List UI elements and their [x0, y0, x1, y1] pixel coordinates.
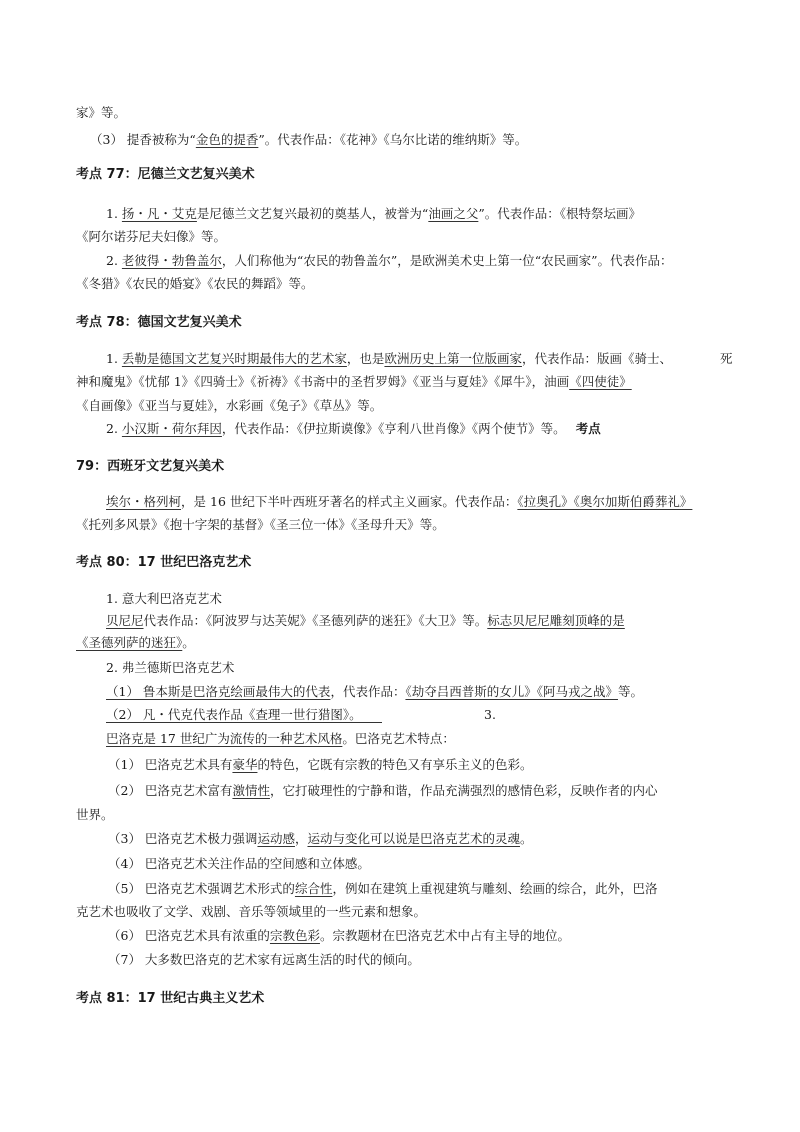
text-line: 世界。 — [76, 807, 114, 822]
text-line: 家》等。 — [76, 105, 127, 120]
text-line: 3. — [484, 707, 496, 722]
text-line: （3） 巴洛克艺术极力强调运动感，运动与变化可以说是巴洛克艺术的灵魂。 — [108, 831, 533, 846]
section-heading-79: 79：西班牙文艺复兴美术 — [76, 459, 225, 474]
text-line: 神和魔鬼》《忧郁 1》《四骑士》《祈祷》《书斋中的圣哲罗姆》《亚当与夏娃》《犀牛》，油画《四使徒》 — [76, 374, 632, 389]
text-line: （1） 鲁本斯是巴洛克绘画最伟大的代表，代表作品：《劫夺吕西普斯的女儿》《阿马戎之战》等。 — [106, 684, 643, 699]
section-heading-80: 考点 80：17 世纪巴洛克艺术 — [76, 555, 252, 570]
text-line: （3） 提香被称为“金色的提香”。代表作品：《花神》《乌尔比诺的维纳斯》等。 — [90, 132, 528, 147]
text-line: 《自画像》《亚当与夏娃》，水彩画《兔子》《草丛》等。 — [76, 398, 383, 413]
text-line: 埃尔・格列柯，是 16 世纪下半叶西班牙著名的样式主义画家。代表作品：《拉奥孔》《奥尔加斯伯爵葬礼》 — [106, 494, 693, 509]
text-line: （4） 巴洛克艺术关注作品的空间感和立体感。 — [108, 856, 370, 871]
text-line: （2） 巴洛克艺术富有激情性，它打破理性的宁静和谐，作品充满强烈的感情色彩，反映作者的内心 — [108, 783, 658, 798]
text-line: 《阿尔诺芬尼夫妇像》等。 — [76, 229, 227, 244]
underline-rule — [106, 722, 382, 723]
text-line: 死 — [720, 351, 733, 366]
text-line: （7） 大多数巴洛克的艺术家有远离生活的时代的倾向。 — [108, 952, 420, 967]
text-line: （6） 巴洛克艺术具有浓重的宗教色彩。宗教题材在巴洛克艺术中占有主导的地位。 — [108, 928, 570, 943]
text-line: 1. 扬・凡・艾克是尼德兰文艺复兴最初的奠基人，被誉为“油画之父”。代表作品：《根特祭坛画》 — [106, 206, 641, 221]
section-heading-78: 考点 78：德国文艺复兴美术 — [76, 315, 242, 330]
text-line: 1. 丢勒是德国文艺复兴时期最伟大的艺术家，也是欧洲历史上第一位版画家，代表作品：版画《骑士、 — [106, 351, 672, 366]
text-line: 巴洛克是 17 世纪广为流传的一种艺术风格。巴洛克艺术特点： — [106, 731, 455, 746]
text-line: 贝尼尼代表作品：《阿波罗与达芙妮》《圣德列萨的迷狂》《大卫》等。标志贝尼尼雕刻顶峰的是 — [106, 613, 625, 628]
text-line: （2） 凡・代克代表作品《查理一世行猎图》。 — [106, 707, 362, 722]
text-line: 2. 弗兰德斯巴洛克艺术 — [106, 660, 235, 675]
text-line: 克艺术也吸收了文学、戏剧、音乐等领域里的一些元素和想象。 — [76, 904, 427, 919]
text-line: 2. 老彼得・勃鲁盖尔，人们称他为“农民的勃鲁盖尔”，是欧洲美术史上第一位“农民画家”。代表作品： — [106, 253, 673, 268]
text-line: （1） 巴洛克艺术具有豪华的特色，它既有宗教的特色又有享乐主义的色彩。 — [108, 757, 533, 772]
text-line: 《托列多风景》《抱十字架的基督》《圣三位一体》《圣母升天》等。 — [76, 517, 445, 532]
text-line: 1. 意大利巴洛克艺术 — [106, 591, 222, 606]
section-heading-77: 考点 77：尼德兰文艺复兴美术 — [76, 167, 255, 182]
text-line: 《冬猎》《农民的婚宴》《农民的舞蹈》等。 — [76, 276, 314, 291]
text-line: （5） 巴洛克艺术强调艺术形式的综合性，例如在建筑上重视建筑与雕刻、绘画的综合，此外，巴洛 — [108, 881, 658, 896]
section-heading-81: 考点 81：17 世纪古典主义艺术 — [76, 991, 265, 1006]
text-line: 2. 小汉斯・荷尔拜因，代表作品：《伊拉斯谟像》《亨利八世肖像》《两个使节》等。 考点 — [106, 421, 601, 436]
text-line: 《圣德列萨的迷狂》。 — [76, 635, 195, 650]
